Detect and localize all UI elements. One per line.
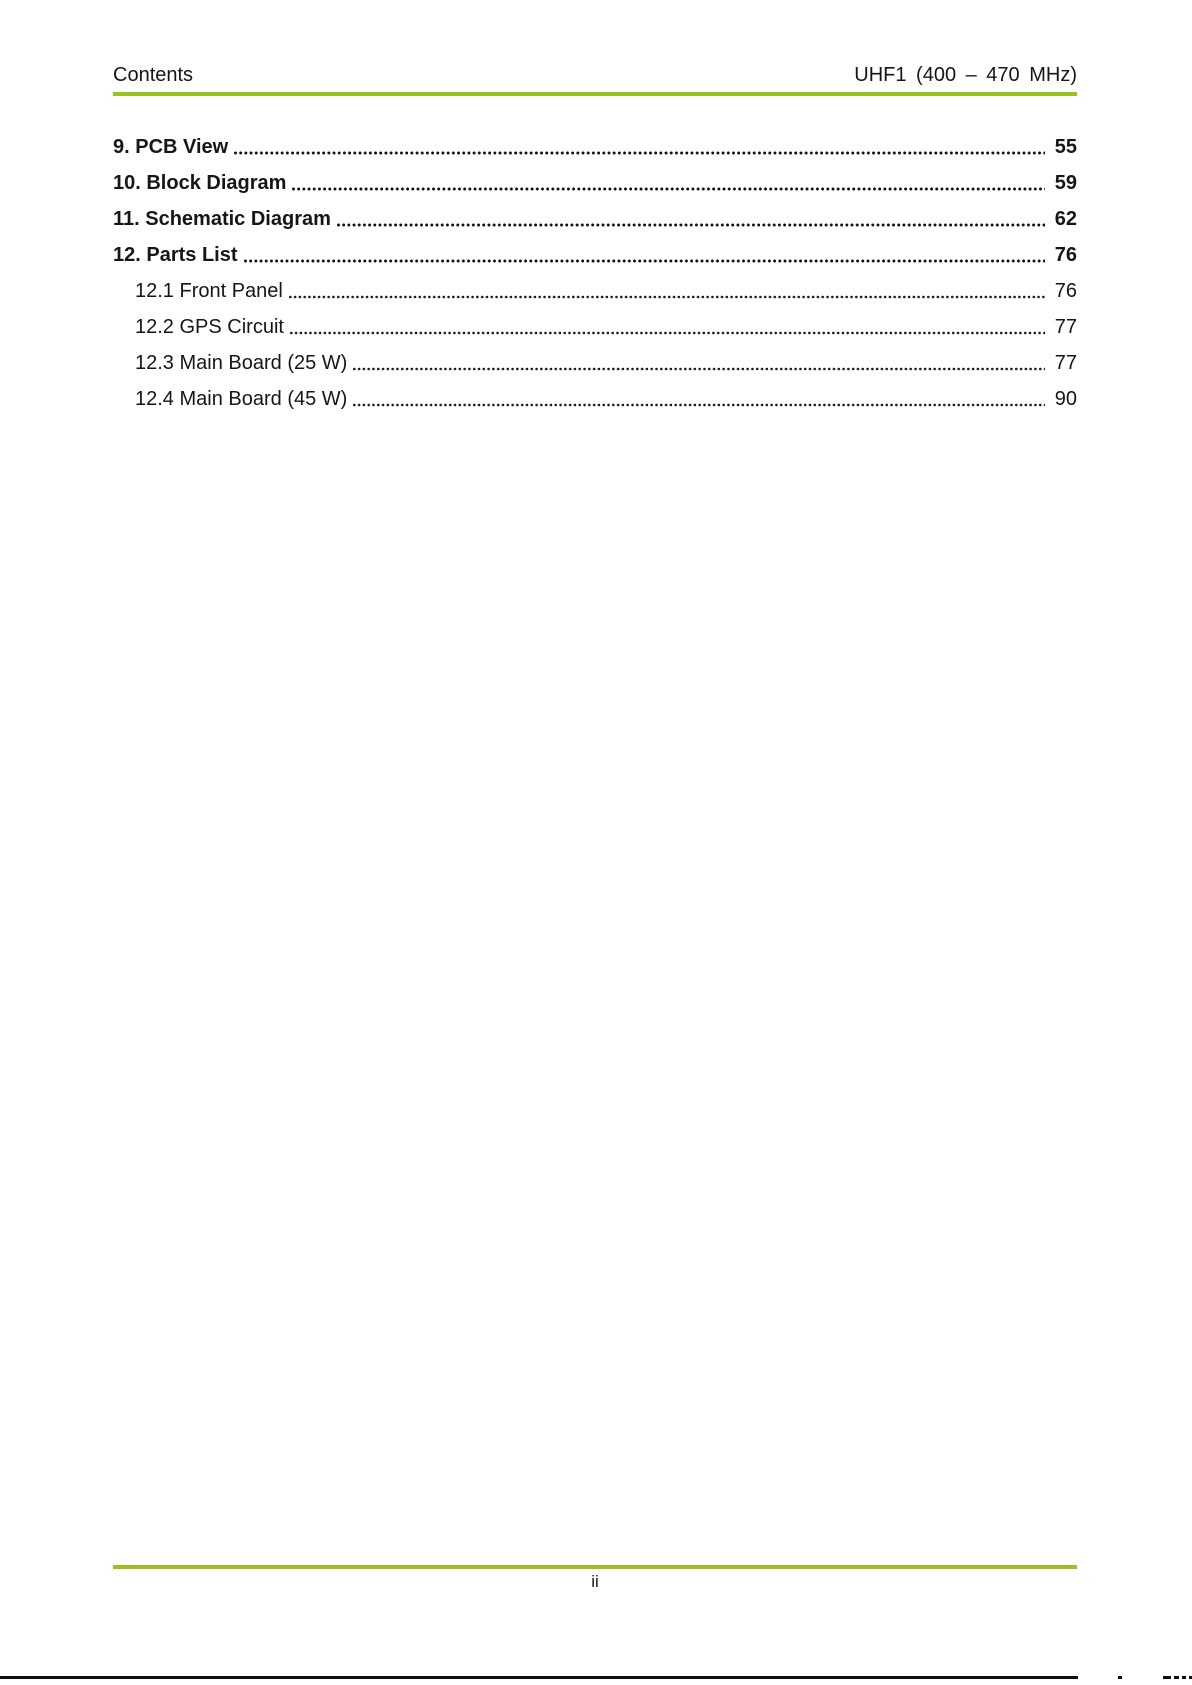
toc-entry-page: 77 — [1054, 316, 1077, 338]
header-section-title: Contents — [113, 64, 194, 86]
dot-leader — [337, 223, 1045, 227]
toc-entry-page: 76 — [1054, 280, 1077, 302]
footer-rule — [113, 1565, 1077, 1569]
toc-entry-page: 77 — [1054, 352, 1077, 374]
toc-entry-page: 55 — [1054, 136, 1077, 158]
toc-entry — [113, 244, 1077, 266]
dot-leader — [292, 187, 1045, 191]
scan-edge-line — [0, 1676, 1078, 1679]
toc-entry — [113, 172, 1077, 194]
dot-leader — [353, 403, 1045, 407]
table-of-contents — [113, 136, 1077, 424]
toc-entry-page: 90 — [1054, 388, 1077, 410]
dot-leader — [289, 295, 1045, 299]
dot-leader — [290, 331, 1045, 335]
toc-entry-label: 12.2 GPS Circuit — [135, 316, 284, 338]
toc-entry-label: 12. Parts List — [113, 244, 238, 266]
header-document-title: UHF1 (400 – 470 MHz) — [854, 64, 1077, 86]
toc-entry-label: 11. Schematic Diagram — [113, 208, 331, 230]
toc-entry-label: 12.1 Front Panel — [135, 280, 283, 302]
scan-edge-dash — [1174, 1676, 1179, 1679]
toc-entry-label: 10. Block Diagram — [113, 172, 287, 194]
page-number: ii — [591, 1572, 599, 1591]
toc-entry — [113, 388, 1077, 410]
scan-edge-artifact — [0, 1676, 1192, 1680]
scan-edge-dash — [1163, 1676, 1171, 1679]
toc-entry-label: 9. PCB View — [113, 136, 229, 158]
dot-leader — [244, 259, 1045, 263]
toc-entry — [113, 316, 1077, 338]
toc-entry-page: 62 — [1054, 208, 1077, 230]
toc-entry — [113, 280, 1077, 302]
scan-edge-dash — [1182, 1676, 1186, 1679]
toc-entry — [113, 136, 1077, 158]
scan-edge-dot — [1118, 1676, 1122, 1679]
dot-leader — [353, 367, 1045, 371]
toc-entry-page: 76 — [1054, 244, 1077, 266]
toc-entry-page: 59 — [1054, 172, 1077, 194]
toc-entry-label: 12.3 Main Board (25 W) — [135, 352, 348, 374]
toc-entry — [113, 352, 1077, 374]
toc-entry-label: 12.4 Main Board (45 W) — [135, 388, 348, 410]
header-rule — [113, 92, 1077, 96]
toc-entry — [113, 208, 1077, 230]
page-header — [113, 62, 1077, 88]
dot-leader — [234, 151, 1045, 155]
